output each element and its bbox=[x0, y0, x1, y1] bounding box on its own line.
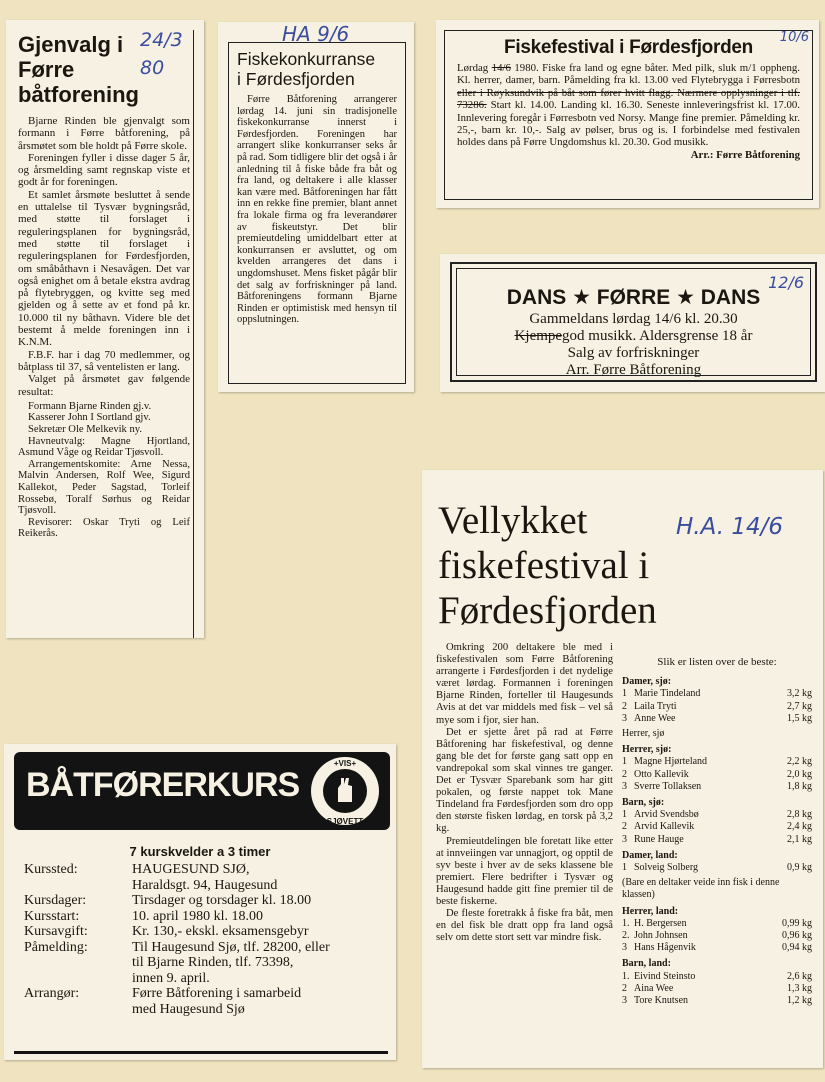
ad-body bbox=[457, 62, 800, 149]
handwritten-date: HA 9/6 bbox=[282, 22, 350, 46]
clipping-fiskefestival-ad bbox=[436, 20, 819, 208]
detail-row bbox=[24, 940, 330, 987]
results-row bbox=[622, 971, 812, 983]
weight: 2,6 kg bbox=[787, 970, 812, 982]
results-row bbox=[622, 769, 812, 781]
ad-line: Salg av forfriskninger bbox=[567, 345, 700, 361]
result-line: Formann Bjarne Rinden gj.v. bbox=[28, 400, 152, 412]
course-details bbox=[24, 862, 330, 1017]
weight: 0,96 kg bbox=[782, 930, 812, 942]
name: Solveig Solberg bbox=[634, 862, 698, 874]
detail-row bbox=[24, 924, 330, 940]
weight: 0,94 kg bbox=[782, 942, 812, 954]
weight: 2,2 kg bbox=[787, 756, 812, 768]
rank: 1 bbox=[622, 688, 627, 700]
results-group-label: Barn, sjø: bbox=[622, 797, 665, 809]
paragraph: Et samlet årsmøte besluttet å sende en uttalelse til Tysvær bygningsråd, med støtte til forslaget i reguleringsplanen for bygningsråd, med støtte til forslaget i reguleringsplanen for Førdesfjorden, om småbåthavn i Nesavågen. Det var også enighet om å betale ekstra avdrag på flytebryggen, og kvitte seg med gjelden og å sette av et fond på kr. 10.000 til ny båthavn. Videre ble det bestemt å melde foreningen inn i K.N.M. bbox=[18, 188, 190, 349]
course-subtitle: 7 kurskvelder a 3 timer bbox=[129, 844, 271, 859]
headline-line: fiskefestival i bbox=[438, 544, 650, 587]
paragraph: Bjarne Rinden ble gjenvalgt som formann i Førre båtforening, på årsmøtet som ble holdt på Førre skole. bbox=[18, 115, 190, 152]
weight: 0,9 kg bbox=[787, 862, 812, 874]
name: Magne Hjørteland bbox=[634, 756, 708, 768]
results-row bbox=[622, 781, 812, 793]
result-line: Revisorer: Oskar Tryti og Leif Reikerås. bbox=[18, 516, 190, 540]
detail-value bbox=[132, 924, 330, 940]
name: Eivind Steinsto bbox=[634, 970, 696, 982]
detail-key: Påmelding: bbox=[24, 939, 88, 955]
ad-title: Fiskefestival i Førdesfjorden bbox=[504, 37, 753, 58]
detail-value-line: Til Haugesund Sjø, tlf. 28200, eller bbox=[132, 939, 330, 955]
name: Otto Kallevik bbox=[634, 768, 689, 780]
detail-row bbox=[24, 862, 330, 893]
detail-value-line: HAUGESUND SJØ, bbox=[132, 862, 250, 877]
ad-title: DANS ★ FØRRE ★ DANS bbox=[506, 286, 761, 309]
rank: 1. bbox=[622, 917, 630, 929]
rank: 2 bbox=[622, 821, 627, 833]
results-row bbox=[622, 688, 812, 700]
rank: 2 bbox=[622, 700, 627, 712]
headline-line: Gjenvalg i bbox=[18, 32, 124, 57]
ad-line: Gammeldans lørdag 14/6 kl. 20.30 bbox=[529, 311, 738, 327]
headline bbox=[18, 32, 148, 107]
detail-row bbox=[24, 893, 330, 909]
detail-value-line: med Haugesund Sjø bbox=[132, 1001, 245, 1017]
detail-value bbox=[132, 893, 330, 909]
vis-sjovett-emblem-icon bbox=[308, 754, 382, 828]
results-row bbox=[622, 983, 812, 995]
weight: 2,4 kg bbox=[787, 821, 812, 833]
detail-value bbox=[132, 986, 330, 1017]
detail-key: Kurssted: bbox=[24, 862, 78, 877]
results-group-label: Barn, land: bbox=[622, 958, 671, 970]
article-column bbox=[436, 642, 613, 944]
results-group-label: Damer, sjø: bbox=[622, 676, 672, 688]
results-row bbox=[622, 930, 812, 942]
clipping-fiskekonkurranse bbox=[218, 22, 414, 392]
results-row bbox=[622, 995, 812, 1007]
name: Arvid Kallevik bbox=[634, 821, 695, 833]
paragraph: Det er sjette året på rad at Førre Båtforening har fiskefestival, og denne gang ble det for første gang satt opp en vandrepokal som skal vinnes tre ganger. Det er Tysvær Sparebank som har gitt pokalen, og første nappet tok Mane Tindeland fra Førdesfjorden som dro opp den største fisken lørdag, en torsk på 3,2 kg. bbox=[436, 726, 613, 835]
rank: 2 bbox=[622, 982, 627, 994]
result-line: Kasserer John I Sortland gjv. bbox=[28, 412, 151, 424]
weight: 1,5 kg bbox=[787, 712, 812, 724]
detail-key: Kursdager: bbox=[24, 893, 87, 908]
results-group-label: Herrer, sjø bbox=[622, 728, 665, 740]
rank: 1 bbox=[622, 809, 627, 821]
detail-value-line: Kr. 130,- ekskl. eksamensgebyr bbox=[132, 924, 309, 939]
rank: 1 bbox=[622, 756, 627, 768]
name: Tore Knutsen bbox=[634, 995, 689, 1007]
weight: 2,0 kg bbox=[787, 768, 812, 780]
results-row bbox=[622, 701, 812, 713]
weight: 0,99 kg bbox=[782, 917, 812, 929]
detail-value-line: innen 9. april. bbox=[132, 970, 210, 986]
weight: 3,2 kg bbox=[787, 688, 812, 700]
name: Marie Tindeland bbox=[634, 688, 701, 700]
ad-sign: Arr.: Førre Båtforening bbox=[690, 148, 800, 161]
banner-title: BÅTFØRERKURS bbox=[26, 766, 300, 804]
ad-inner-border bbox=[456, 268, 811, 376]
paragraph: Førre Båtforening arrangerer lørdag 14. juni sin tradisjonelle fiskekonkurranse innerst i Førdesfjorden. Foreningen har arrangert slike konkurranser seks år på rad. Som tidligere blir det også i år anledning til å fiske både fra båt og fra land, og deltakere i alle klasser kan være med. Båtforeningen har fått inn en rekke fine premier, blant annet fra lokale firma og fra leverandører av fiskeutstyr. Det blir premieutdeling umiddelbart etter at konkurransen er avsluttet, og om kvelden arrangeres det dans i ungdomshuset. Mens fisket pågår blir det salg av forfriskninger på land. Båtforeningens formann Bjarne Rinden er optimistisk med hensyn til oppslutningen. bbox=[237, 94, 397, 326]
handwritten-date: 24/3 80 bbox=[140, 29, 183, 79]
detail-value bbox=[132, 909, 330, 925]
ad-text: Lørdag bbox=[457, 62, 492, 74]
results-row bbox=[622, 918, 812, 930]
banner bbox=[14, 752, 390, 830]
rank: 2. bbox=[622, 930, 630, 942]
clipping-gjenvalg bbox=[6, 20, 204, 638]
detail-key: Arrangør: bbox=[24, 986, 80, 1001]
column-rule bbox=[193, 30, 194, 638]
result-line: Havneutvalg: Magne Hjortland, Asmund Våge og Reidar Tjøsvoll. bbox=[18, 435, 190, 459]
ad-border bbox=[450, 262, 817, 382]
paragraph: Omkring 200 deltakere ble med i fiskefestivalen som Førre Båtforening arrangerte i Førdesfjorden i det nydelige været lørdag. Formannen i foreningen Bjarne Rinden, forteller til Haugesunds Avis at det var middels med fisk – vel så mye som i fjor, sier han. bbox=[436, 642, 613, 726]
handwritten-date: 12/6 bbox=[768, 273, 804, 292]
results-heading: Slik er listen over de beste: bbox=[657, 656, 777, 668]
results-list bbox=[622, 656, 812, 1007]
ad-box bbox=[444, 30, 813, 200]
results-row bbox=[622, 834, 812, 846]
results-group-label: Herrer, land: bbox=[622, 905, 679, 917]
detail-value-line: Haraldsgt. 94, Haugesund bbox=[132, 877, 278, 893]
headline-line: båtforening bbox=[18, 82, 139, 107]
name: Sverre Tollaksen bbox=[634, 780, 702, 792]
name: Anne Wee bbox=[634, 712, 676, 724]
detail-value bbox=[132, 940, 330, 987]
paragraph: Premieutdelingen ble foretatt like etter at innveiingen var unnagjort, og opptil de syv beste i hver av de seks klassene ble premiert. Flere bedrifter i Tysvær og Haugesund hadde gitt fine premier til de beste fiskerne. bbox=[436, 835, 613, 907]
result-line: Arrangementskomite: Arne Nessa, Malvin Andersen, Rolf Wee, Sigurd Kallekot, Peder Sagstad, Torleif Rossebø, Toralf Sørhus og Reidar Tjøsvoll. bbox=[18, 458, 190, 517]
headline bbox=[438, 498, 657, 633]
detail-value-line: Tirsdager og torsdager kl. 18.00 bbox=[132, 893, 312, 908]
weight: 1,3 kg bbox=[787, 982, 812, 994]
rank: 3 bbox=[622, 780, 627, 792]
detail-row bbox=[24, 986, 330, 1017]
results-group-label: Damer, land: bbox=[622, 849, 678, 861]
name: John Johnsen bbox=[634, 930, 688, 942]
weight: 2,1 kg bbox=[787, 833, 812, 845]
rank: 2 bbox=[622, 768, 627, 780]
name: Aina Wee bbox=[634, 982, 674, 994]
detail-key: Kursstart: bbox=[24, 908, 80, 924]
paragraph: De fleste foretrakk å fiske fra båt, men en del fisk ble dratt opp fra land også selv om dette stort sett var mindre fisk. bbox=[436, 908, 613, 944]
result-line: Sekretær Ole Melkevik ny. bbox=[28, 424, 143, 436]
clipping-batforerkurs bbox=[4, 744, 396, 1060]
weight: 1,8 kg bbox=[787, 780, 812, 792]
headline-line: i Førdesfjorden bbox=[237, 69, 355, 89]
results-row bbox=[622, 862, 812, 874]
paragraph: Valget på årsmøtet gav følgende resultat: bbox=[18, 373, 190, 398]
name: Hans Hågenvik bbox=[634, 942, 696, 954]
struck-text: eller i Røyksundvik på båt som fører hvitt flagg. Nærmere opplysninger i tlf. 73286. bbox=[457, 86, 800, 112]
name: Rune Hauge bbox=[634, 833, 684, 845]
weight: 2,8 kg bbox=[787, 809, 812, 821]
clipping-dans-ad bbox=[440, 254, 825, 392]
name: Laila Tryti bbox=[634, 700, 677, 712]
weight: 1,2 kg bbox=[787, 995, 812, 1007]
name: Arvid Svendsbø bbox=[634, 809, 699, 821]
paragraph: F.B.F. har i dag 70 medlemmer, og båtplass til 37, så ventelisten er lang. bbox=[18, 348, 190, 373]
detail-key: Kursavgift: bbox=[24, 924, 88, 939]
weight: 2,7 kg bbox=[787, 700, 812, 712]
rank: 3 bbox=[622, 833, 627, 845]
headline bbox=[237, 49, 397, 89]
rank: 1 bbox=[622, 862, 627, 874]
name: H. Bergersen bbox=[634, 917, 687, 929]
results-row bbox=[622, 942, 812, 954]
headline-line: Fiskekonkurranse bbox=[237, 49, 376, 69]
ad-line: Arr. Førre Båtforening bbox=[565, 362, 702, 378]
rank: 1. bbox=[622, 970, 630, 982]
headline-line: Vellykket bbox=[438, 499, 588, 542]
results-row bbox=[622, 713, 812, 725]
headline-line: Førdesfjorden bbox=[438, 589, 657, 632]
handwritten-date: 10/6 bbox=[779, 30, 809, 45]
handwritten-date: H.A. 14/6 bbox=[676, 514, 784, 540]
struck-text: Kjempe bbox=[514, 328, 563, 344]
results-row bbox=[622, 756, 812, 768]
detail-row bbox=[24, 909, 330, 925]
struck-text: 14/6 bbox=[491, 62, 511, 74]
article-box bbox=[228, 42, 406, 384]
bottom-rule bbox=[14, 1051, 388, 1054]
rank: 3 bbox=[622, 995, 627, 1007]
ad-text: god musikk. Aldersgrense 18 år bbox=[562, 328, 753, 344]
paragraph: Foreningen fyller i disse dager 5 år, og årsmelding samt regnskap viste et godt år for foreningen. bbox=[18, 151, 190, 189]
detail-value-line: til Bjarne Rinden, tlf. 73398, bbox=[132, 955, 294, 970]
headline-line: Førre bbox=[18, 57, 75, 82]
ad-text: 1980. Fiske fra land og egne båter. Med pilk, sluk m/1 oppheng. Kl. herrer, damer, barn. Påmelding fra kl. 13.00 ved Flytebrygga i Førresbotn bbox=[457, 62, 800, 87]
rank: 3 bbox=[622, 942, 627, 954]
clipping-vellykket bbox=[422, 470, 823, 1068]
results-group-label: Herrer, sjø: bbox=[622, 744, 672, 756]
ad-line bbox=[457, 328, 810, 345]
results-row bbox=[622, 809, 812, 821]
detail-value-line: 10. april 1980 kl. 18.00 bbox=[132, 908, 264, 924]
detail-value bbox=[132, 862, 330, 893]
results-group-label: (Bare en deltaker veide inn fisk i denne klassen) bbox=[622, 877, 780, 901]
emblem-top-text: +VIS+ bbox=[333, 759, 357, 768]
ad-text: Start kl. 14.00. Landing kl. 16.30. Seneste innleveringsfrist kl. 17.00. Innlevering foregår i Førresbotn ved Norsy. Mange fine premier. Påmelding kr. 25,-, barn kr. 10,-. Salg av pølser, brus og is. I forbindelse med festivalen holdes dans på Førre Ungdomshus kl. 20.30. God musikk. bbox=[457, 99, 800, 149]
emblem-bottom-text: SJØVETT bbox=[326, 817, 364, 826]
rank: 3 bbox=[622, 712, 627, 724]
results-row bbox=[622, 821, 812, 833]
detail-value-line: Førre Båtforening i samarbeid bbox=[132, 986, 302, 1001]
